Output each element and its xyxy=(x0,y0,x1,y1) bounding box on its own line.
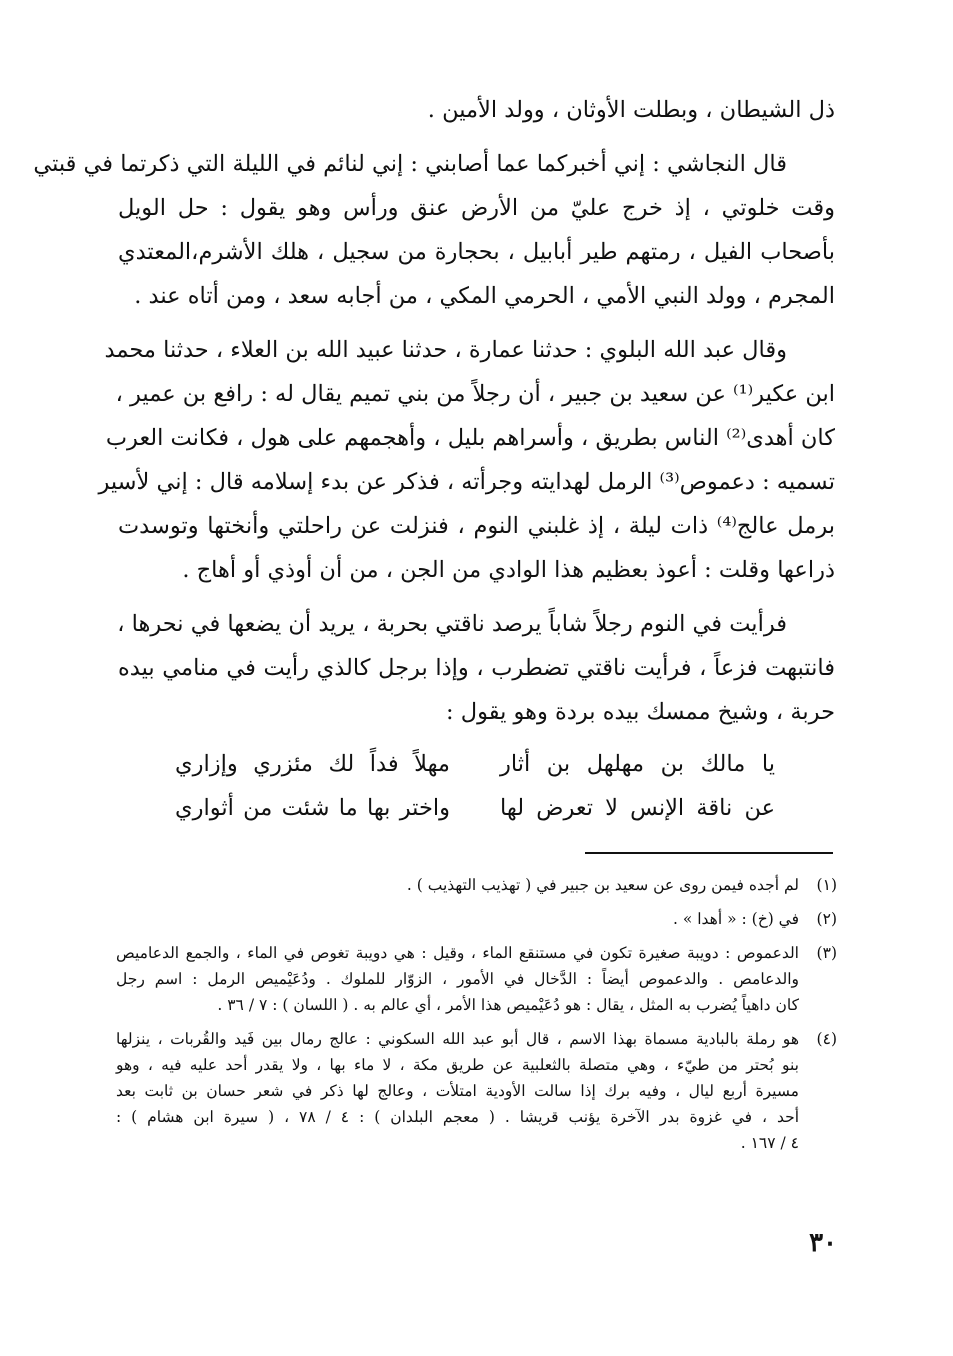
footnote xyxy=(116,872,837,898)
text-line: حربة ، وشيخ ممسك بيده بردة وهو يقول : xyxy=(446,699,835,725)
text-line: بأصحاب الفيل ، رمتهم طير أبابيل ، بحجارة من سجيل ، هلك الأشرم،المعتدي xyxy=(118,239,835,265)
poem-hemistich: عن ناقة الإنس لا تعرض لها xyxy=(500,795,775,821)
footnote-number: (١) xyxy=(816,876,837,894)
poem-hemistich: مهلاً فداً لك مئزري وإزاري xyxy=(175,751,450,777)
text-line: المجرم ، وولد النبي الأمي ، الحرمي المكي ، من أجابه سعد ، ومن أتاه عند . xyxy=(134,283,835,309)
footnote-line: كان داهياً يُضرب به المثل ، يقال : هو دُعَيْميص هذا الأمر ، أي عالم به . ( اللسان ) : ٧ / ٣٦ . xyxy=(217,996,799,1014)
footnote-line: ٤ / ١٦٧ . xyxy=(740,1134,799,1152)
footnote-number: (٤) xyxy=(816,1030,837,1048)
footnote-line: في (خ) : « أهدا » . xyxy=(672,910,799,928)
footnote-line: هو رملة بالبادية مسماة بهذا الاسم ، قال أبو عبد الله السكوني : عالج رمال بين فَيد والقُربات ، ينزلها xyxy=(116,1030,799,1048)
footnote xyxy=(116,940,837,1018)
poem-verse xyxy=(175,786,775,830)
text-line: ذراعها وقلت : أعوذ بعظيم هذا الوادي من الجن ، من أن أوذي أو أهاج . xyxy=(182,557,835,583)
page-number: ٣٠ xyxy=(809,1228,837,1258)
poem-hemistich: واختر بها ما شئت من أثواري xyxy=(175,795,450,821)
text-line: كان أهدى⁽²⁾ الناس بطريق ، وأسراهم بليل ، وأهجمهم على هول ، فكانت العرب xyxy=(105,425,835,451)
footnote xyxy=(116,1026,837,1156)
footnote-line: الدعموص : دويبة صغيرة تكون في مستنقع الماء ، وقيل : هي دويبة تغوص في الماء ، والجمع الدعاميص xyxy=(116,944,799,962)
footnote-line: والدعامص . والدعموص أيضاً : الدَّخال في الأمور ، الزوّار للملوك . ودُعَيْميص الرمل : اسم رجل xyxy=(116,970,799,988)
footnote-line: أحد ، في غزوة بدر الآخرة يؤنب قريشا . ( معجم البلدان ) : ٤ / ٧٨ ، ( سيرة ابن هشام ) : xyxy=(116,1108,800,1126)
footnote-separator xyxy=(585,852,833,854)
poem xyxy=(175,742,775,830)
text-line: وقال عبد الله البلوي : حدثنا عمارة ، حدثنا عبيد الله بن العلاء ، حدثنا محمد xyxy=(104,337,787,363)
footnote-number: (٢) xyxy=(816,910,837,928)
footnote xyxy=(116,906,837,932)
text-line: فانتبهت فزعاً ، فرأيت ناقتي تضطرب ، وإذا برجل كالذي رأيت في منامي بيده xyxy=(118,655,835,681)
text-line: تسميه : دعموص⁽³⁾ الرمل لهدايته وجرأته ، فذكر عن بدء إسلامه قال : إني لأسير xyxy=(98,469,835,495)
text-line: ذل الشيطان ، وبطلت الأوثان ، وولد الأمين . xyxy=(427,97,835,123)
footnote-line: لم أجده فيمن روى عن سعيد بن جبير في ( تهذيب التهذيب ) . xyxy=(406,876,799,894)
text-line: ابن عكير⁽¹⁾ عن سعيد بن جبير ، أن رجلاً من بني تميم يقال له : رافع بن عمير ، xyxy=(115,381,835,407)
footnotes xyxy=(116,872,837,1164)
main-text xyxy=(33,88,835,734)
footnote-line: بنو بُحتر من طيّء ، وهي متصلة بالثعلبية عن طريق مكة ، لا ماء بها ، ولا يقدر أحد عليه فيه ، وهو xyxy=(116,1056,799,1074)
text-line: برمل عالج⁽⁴⁾ ذات ليلة ، إذ غلبني النوم ، فنزلت عن راحلتي وأنختها وتوسدت xyxy=(118,513,835,539)
poem-hemistich: يا مالك بن مهلهل بن أثار xyxy=(500,751,775,777)
text-line: قال النجاشي : إني أخبركما عما أصابني : إني لنائم في الليلة التي ذكرتما في قبتي xyxy=(33,151,787,177)
footnote-line: مسيرة أربع ليال ، وفيه برك إذا سالت الأودية امتلأت ، وعالج لها ذكر في شعر حسان بن ثابت بعد xyxy=(116,1082,799,1100)
poem-verse xyxy=(175,742,775,786)
text-line: وقت خلوتي ، إذ خرج عليّ من الأرض عنق ورأس وهو يقول : حل الويل xyxy=(118,195,835,221)
footnote-number: (٣) xyxy=(816,944,837,962)
text-line: فرأيت في النوم رجلاً شاباً يرصد ناقتي بحربة ، يريد أن يضعها في نحرها ، xyxy=(117,611,787,637)
